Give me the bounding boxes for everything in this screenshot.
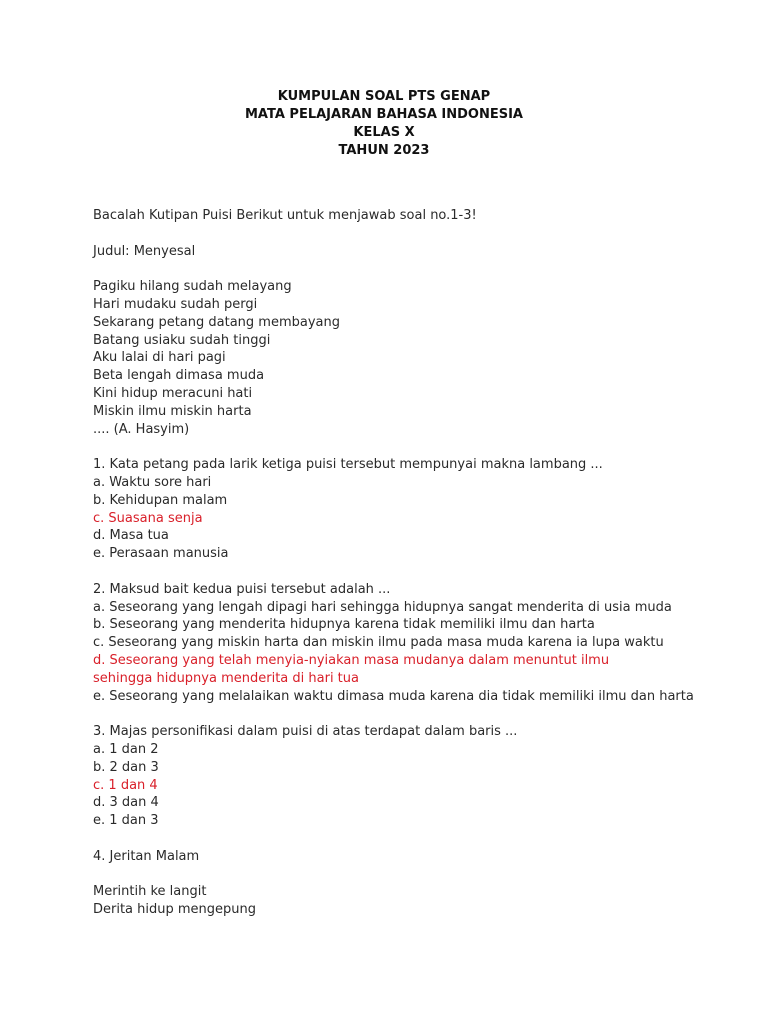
- question-4: [93, 848, 733, 919]
- header-class: KELAS X: [353, 125, 415, 140]
- answer-option-correct: c. Suasana senja: [93, 510, 203, 526]
- header-year: TAHUN 2023: [338, 143, 430, 158]
- answer-option: e. Seseorang yang melalaikan waktu dimasa muda karena dia tidak memiliki ilmu dan harta: [93, 688, 694, 704]
- answer-option: a. 1 dan 2: [93, 741, 159, 757]
- question-text: 4. Jeritan Malam: [93, 848, 200, 864]
- question-2: [93, 581, 733, 706]
- answer-option: d. Masa tua: [93, 528, 169, 544]
- poem-line: Batang usiaku sudah tinggi: [93, 332, 271, 348]
- answer-option: c. Seseorang yang miskin harta dan miskin ilmu pada masa muda karena ia lupa waktu: [93, 635, 664, 651]
- intro-instruction: Bacalah Kutipan Puisi Berikut untuk menjawab soal no.1-3!: [93, 208, 477, 223]
- answer-option: a. Seseorang yang lengah dipagi hari sehingga hidupnya sangat menderita di usia muda: [93, 599, 672, 615]
- poem-author: .... (A. Hasyim): [93, 421, 190, 437]
- answer-option-correct: c. 1 dan 4: [93, 777, 158, 793]
- answer-option: b. Kehidupan malam: [93, 492, 228, 508]
- question-text: 3. Majas personifikasi dalam puisi di atas terdapat dalam baris ...: [93, 724, 518, 740]
- poem-line: Hari mudaku sudah pergi: [93, 296, 258, 312]
- poem-title: Judul: Menyesal: [93, 243, 196, 259]
- poem-lines: [93, 278, 733, 438]
- answer-option: a. Waktu sore hari: [93, 474, 212, 490]
- poem-line: Pagiku hilang sudah melayang: [93, 279, 292, 295]
- answer-option: b. 2 dan 3: [93, 759, 159, 775]
- header-subject: MATA PELAJARAN BAHASA INDONESIA: [244, 107, 523, 122]
- answer-option: b. Seseorang yang menderita hidupnya karena tidak memiliki ilmu dan harta: [93, 617, 595, 633]
- poem-line: Beta lengah dimasa muda: [93, 368, 265, 384]
- document-header: [0, 88, 768, 160]
- answer-option-correct: d. Seseorang yang telah menyia-nyiakan masa mudanya dalam menuntut ilmu sehingga hidupnya menderita di hari tua: [93, 652, 610, 686]
- question-1: [93, 456, 733, 563]
- answer-option: d. 3 dan 4: [93, 795, 159, 811]
- poem-line: Sekarang petang datang membayang: [93, 314, 340, 330]
- poem-line: Derita hidup mengepung: [93, 902, 257, 918]
- poem-line: Merintih ke langit: [93, 884, 207, 900]
- question-3: [93, 723, 733, 830]
- answer-option: e. Perasaan manusia: [93, 546, 229, 562]
- header-title: KUMPULAN SOAL PTS GENAP: [277, 89, 491, 104]
- poem-line: Aku lalai di hari pagi: [93, 350, 226, 366]
- answer-option: e. 1 dan 3: [93, 813, 159, 829]
- poem-line: Kini hidup meracuni hati: [93, 385, 253, 401]
- question-text: 1. Kata petang pada larik ketiga puisi tersebut mempunyai makna lambang ...: [93, 457, 603, 473]
- document-body: [93, 207, 733, 919]
- question-text: 2. Maksud bait kedua puisi tersebut adalah ...: [93, 581, 391, 597]
- poem-line: Miskin ilmu miskin harta: [93, 403, 252, 419]
